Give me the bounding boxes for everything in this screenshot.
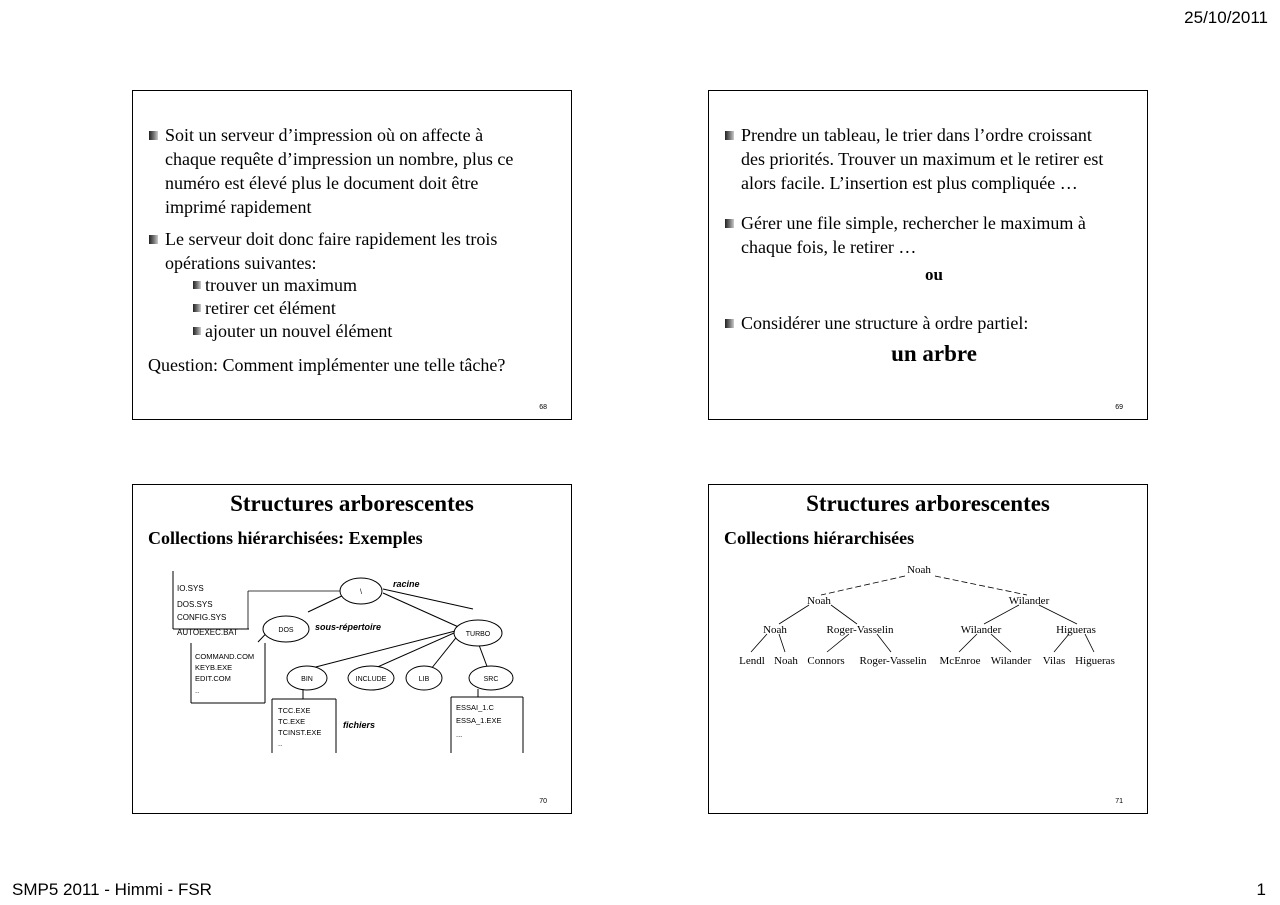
bullet-square-icon xyxy=(193,304,201,312)
slide-68 xyxy=(132,90,572,420)
bullet-line: chaque requête d’impression un nombre, plus ce xyxy=(165,149,514,169)
bullet-line: numéro est élevé plus le document doit être xyxy=(165,173,479,193)
tree-node-label: Higueras xyxy=(1056,624,1096,636)
bullet-print-server xyxy=(149,123,513,219)
sub-bullet-text: retirer cet élément xyxy=(205,298,336,318)
slide-title: Structures arborescentes xyxy=(806,491,1050,516)
footer-course-label: SMP5 2011 - Himmi - FSR xyxy=(12,880,212,899)
file-name: COMMAND.COM xyxy=(195,652,255,661)
tree-node-label: Noah xyxy=(763,624,787,636)
tree-node-label: Noah xyxy=(807,595,831,607)
node-label: \ xyxy=(360,589,362,596)
tree-leaf-label: Noah xyxy=(774,655,798,667)
header-date: 25/10/2011 xyxy=(1184,8,1268,27)
bullet-line: Le serveur doit donc faire rapidement les trois xyxy=(165,229,498,249)
tree-node-label: Noah xyxy=(907,564,931,576)
node-label: TURBO xyxy=(465,631,491,638)
tree-node-label: Wilander xyxy=(1008,595,1050,607)
tree-leaf-label: Vilas xyxy=(1042,655,1066,667)
node-label: DOS xyxy=(278,627,294,634)
file-name: DOS.SYS xyxy=(177,600,213,609)
question-text: Question: Comment implémenter une telle tâche? xyxy=(148,355,506,375)
file-name: EDIT.COM xyxy=(195,674,231,683)
tree-leaf-label: McEnroe xyxy=(939,655,981,667)
bullet-square-icon xyxy=(193,281,201,289)
file-name: ESSAI_1.C xyxy=(456,703,494,712)
slide-number: 68 xyxy=(539,404,547,411)
slide-69 xyxy=(708,90,1148,420)
file-name: ESSA_1.EXE xyxy=(456,716,502,725)
bullet-square-icon xyxy=(149,131,158,140)
sub-bullet xyxy=(193,297,336,320)
file-name: .. xyxy=(278,739,283,748)
dos-files-box xyxy=(191,643,265,703)
bullet-line: des priorités. Trouver un maximum et le retirer est xyxy=(741,149,1104,169)
tree-leaf-label: Higueras xyxy=(1075,655,1115,667)
slide-70 xyxy=(132,484,572,814)
slide-71 xyxy=(708,484,1148,814)
bullet-square-icon xyxy=(725,219,734,228)
bin-files-box xyxy=(272,689,336,753)
emphasis-tree: un arbre xyxy=(891,341,977,366)
bullet-line: Gérer une file simple, rechercher le maximum à xyxy=(741,213,1086,233)
or-separator: ou xyxy=(925,265,943,284)
file-name: AUTOEXEC.BAT xyxy=(177,628,239,637)
bullet-square-icon xyxy=(725,131,734,140)
sub-bullet-text: ajouter un nouvel élément xyxy=(205,321,393,341)
tennis-tree-figure xyxy=(709,561,1149,671)
bullet-square-icon xyxy=(725,319,734,328)
node-label: LIB xyxy=(418,676,430,683)
sub-bullet xyxy=(193,274,357,297)
bullet-square-icon xyxy=(193,327,201,335)
root-label: racine xyxy=(393,579,420,589)
tree-leaf-label: Lendl xyxy=(739,655,765,667)
bullet-line: opérations suivantes: xyxy=(165,253,317,273)
bullet-line: Considérer une structure à ordre partiel: xyxy=(741,313,1029,333)
file-name: TCC.EXE xyxy=(278,706,311,715)
file-name: CONFIG.SYS xyxy=(177,613,227,622)
tree-node-label: Wilander xyxy=(960,624,1002,636)
subdir-label: sous-répertoire xyxy=(315,622,382,632)
tree-edges xyxy=(751,576,1094,652)
slide-subtitle: Collections hiérarchisées xyxy=(724,528,915,548)
file-name: ... xyxy=(456,730,463,739)
slide-subtitle: Collections hiérarchisées: Exemples xyxy=(148,528,423,548)
bullet-simple-queue xyxy=(725,211,1086,259)
file-name: TCINST.EXE xyxy=(278,728,322,737)
files-label: fichiers xyxy=(343,720,376,730)
bullet-line: chaque fois, le retirer … xyxy=(741,237,917,257)
bullet-sorted-array xyxy=(725,123,1103,195)
file-name: .. xyxy=(195,686,200,695)
node-label: INCLUDE xyxy=(355,676,387,683)
directory-tree-figure xyxy=(133,567,573,767)
src-files-box xyxy=(451,689,523,753)
slide-number: 70 xyxy=(539,798,547,805)
bullet-square-icon xyxy=(149,235,158,244)
tree-leaf-label: Connors xyxy=(807,655,845,667)
slide-number: 71 xyxy=(1115,798,1123,805)
bullet-operations xyxy=(149,227,497,275)
slide-number: 69 xyxy=(1115,404,1123,411)
sub-bullet-text: trouver un maximum xyxy=(205,275,357,295)
file-name: KEYB.EXE xyxy=(195,663,233,672)
tree-leaf-label: Roger-Vasselin xyxy=(859,655,927,667)
bullet-line: Soit un serveur d’impression où on affecte à xyxy=(165,125,484,145)
slide-title: Structures arborescentes xyxy=(230,491,474,516)
file-name: TC.EXE xyxy=(278,717,306,726)
node-label: SRC xyxy=(483,676,499,683)
node-label: BIN xyxy=(301,676,313,683)
tree-node-label: Roger-Vasselin xyxy=(826,624,894,636)
footer-page-number: 1 xyxy=(1256,880,1266,899)
bullet-line: alors facile. L’insertion est plus compliquée … xyxy=(741,173,1078,193)
tree-leaf-label: Wilander xyxy=(990,655,1032,667)
bullet-partial-order xyxy=(725,311,1028,335)
sub-bullet xyxy=(193,320,392,343)
bullet-line: Prendre un tableau, le trier dans l’ordre croissant xyxy=(741,125,1092,145)
bullet-line: imprimé rapidement xyxy=(165,197,312,217)
file-name: IO.SYS xyxy=(177,584,204,593)
